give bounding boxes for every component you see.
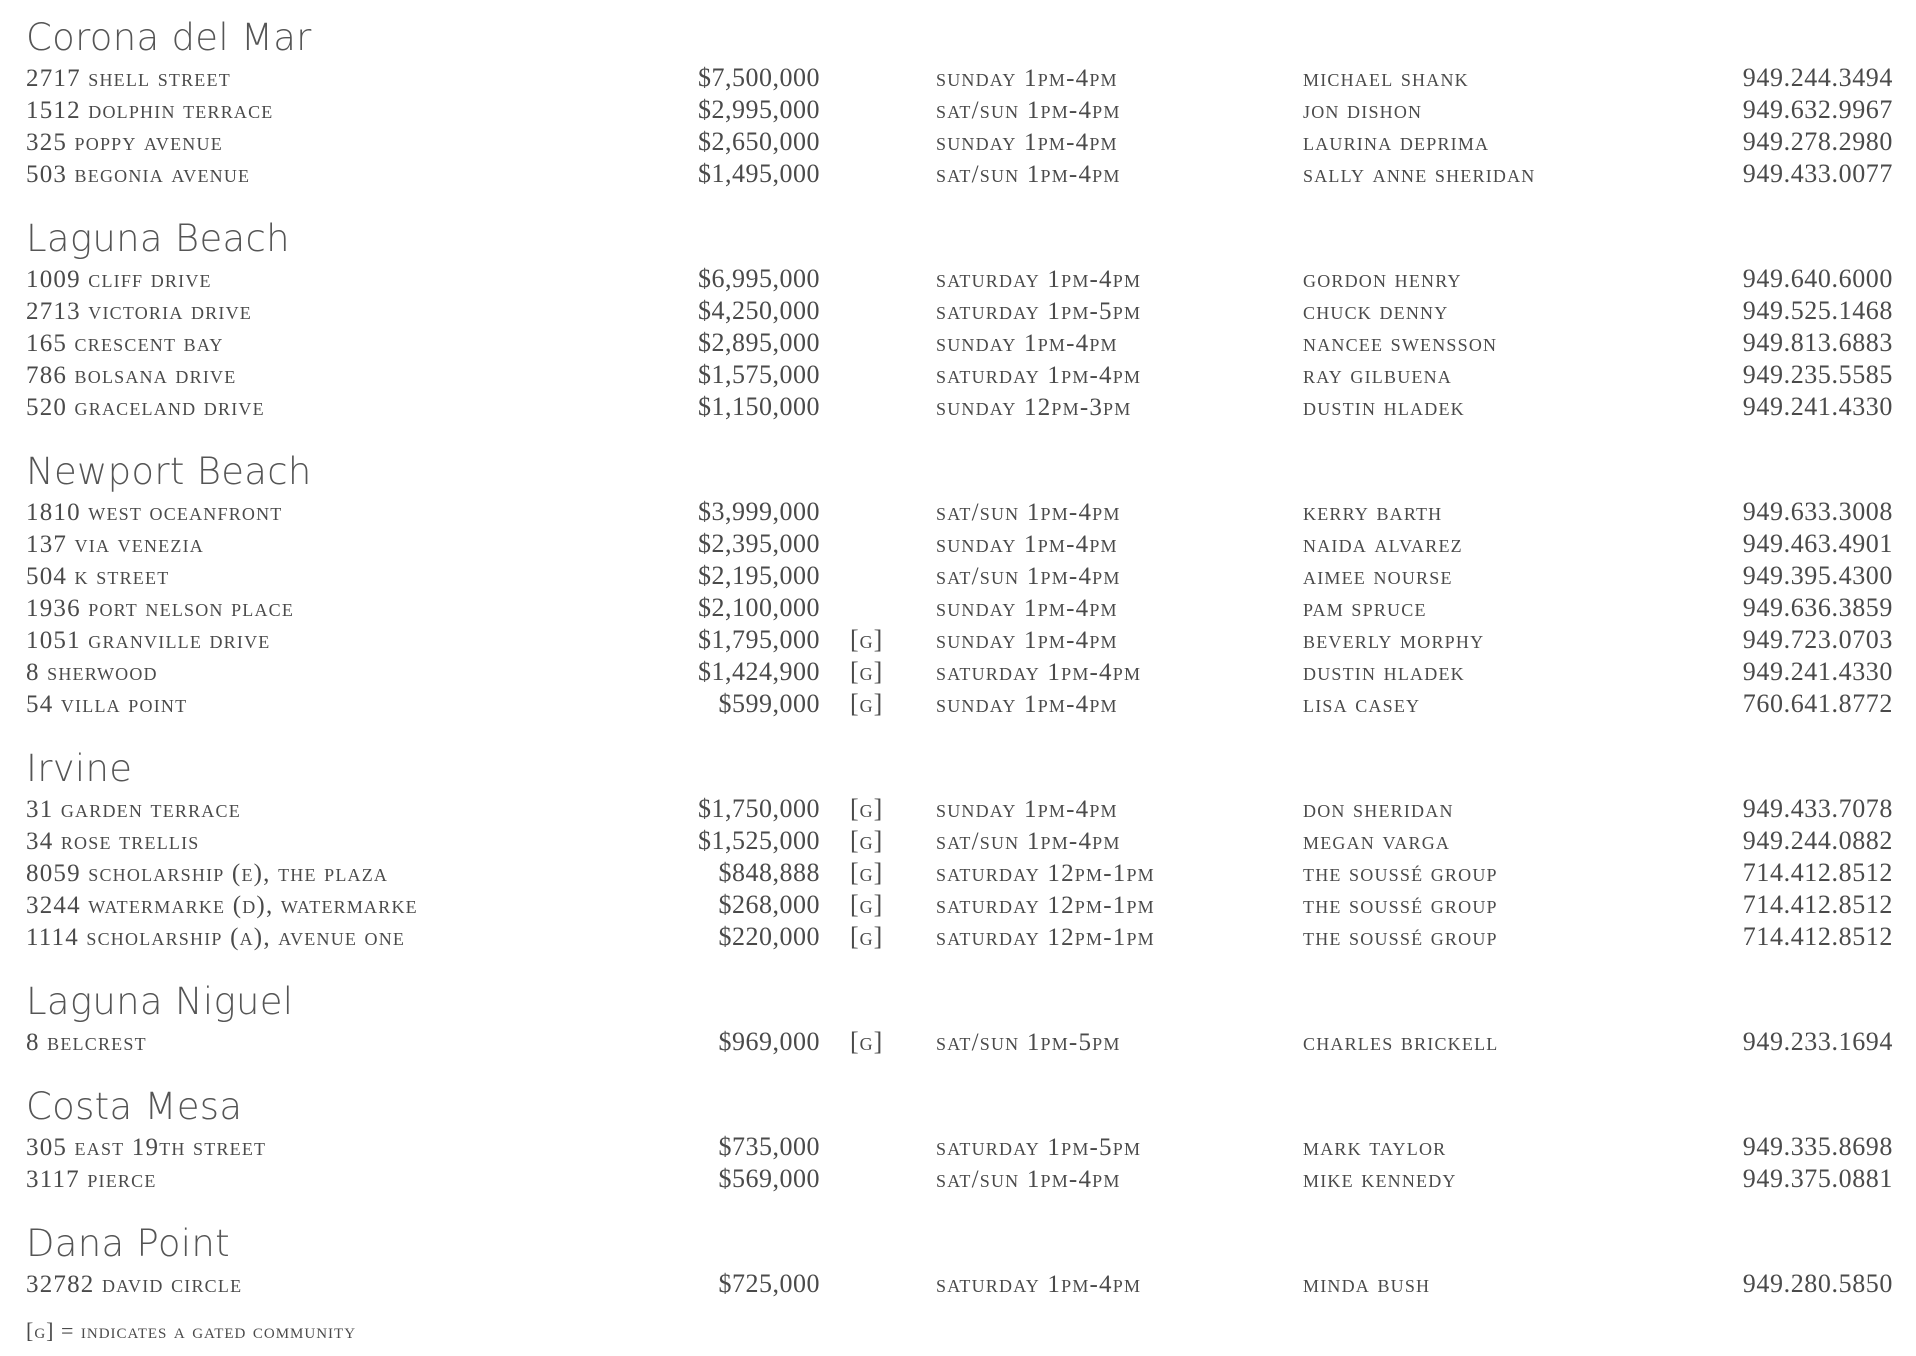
property-address: 325 poppy avenue bbox=[26, 129, 223, 156]
property-price: $7,500,000 bbox=[698, 63, 820, 92]
property-price: $2,895,000 bbox=[698, 328, 820, 357]
property-address: 1512 dolphin terrace bbox=[26, 97, 274, 124]
property-price: $1,575,000 bbox=[698, 360, 820, 389]
listing-row bbox=[26, 295, 1898, 327]
listing-row bbox=[26, 793, 1898, 825]
agent-name: charles brickell bbox=[1303, 1029, 1499, 1056]
property-price: $599,000 bbox=[718, 689, 820, 718]
gated-marker: [g] bbox=[850, 794, 884, 823]
property-price: $1,495,000 bbox=[698, 159, 820, 188]
agent-name: the soussé group bbox=[1303, 892, 1498, 919]
property-price: $2,195,000 bbox=[698, 561, 820, 590]
property-price: $1,150,000 bbox=[698, 392, 820, 421]
listing-row bbox=[26, 921, 1898, 953]
property-address: 786 bolsana drive bbox=[26, 362, 237, 389]
property-price: $1,750,000 bbox=[698, 794, 820, 823]
gated-marker: [g] bbox=[850, 890, 884, 919]
agent-phone: 714.412.8512 bbox=[1742, 922, 1893, 951]
property-address: 8059 scholarship (e), the plaza bbox=[26, 860, 389, 887]
property-address: 1051 granville drive bbox=[26, 627, 271, 654]
property-price: $725,000 bbox=[718, 1269, 820, 1298]
property-price: $735,000 bbox=[718, 1132, 820, 1161]
city-heading: Laguna Beach bbox=[26, 217, 290, 260]
open-house-time: sunday 1pm-4pm bbox=[936, 129, 1118, 156]
property-address: 34 rose trellis bbox=[26, 828, 200, 855]
open-house-time: sunday 1pm-4pm bbox=[936, 531, 1118, 558]
listing-row bbox=[26, 688, 1898, 720]
property-address: 1114 scholarship (a), avenue one bbox=[26, 924, 406, 951]
agent-phone: 949.241.4330 bbox=[1742, 657, 1893, 686]
property-address: 3117 pierce bbox=[26, 1166, 157, 1193]
listing-row bbox=[26, 560, 1898, 592]
agent-name: nancee swensson bbox=[1303, 330, 1498, 357]
property-address: 31 garden terrace bbox=[26, 796, 241, 823]
agent-name: chuck denny bbox=[1303, 298, 1449, 325]
city-heading: Irvine bbox=[26, 747, 133, 790]
agent-phone: 949.632.9967 bbox=[1742, 95, 1893, 124]
listing-row bbox=[26, 327, 1898, 359]
property-address: 3244 watermarke (d), watermarke bbox=[26, 892, 418, 919]
agent-name: sally anne sheridan bbox=[1303, 161, 1536, 188]
city-section bbox=[26, 1083, 1898, 1195]
property-address: 2713 victoria drive bbox=[26, 298, 252, 325]
city-heading: Dana Point bbox=[26, 1222, 230, 1265]
property-address: 305 east 19th street bbox=[26, 1134, 267, 1161]
agent-name: dustin hladek bbox=[1303, 659, 1465, 686]
city-section bbox=[26, 448, 1898, 720]
city-heading: Costa Mesa bbox=[26, 1085, 243, 1128]
property-price: $1,525,000 bbox=[698, 826, 820, 855]
agent-name: michael shank bbox=[1303, 65, 1469, 92]
property-price: $1,424,900 bbox=[698, 657, 820, 686]
property-address: 520 graceland drive bbox=[26, 394, 265, 421]
agent-name: beverly morphy bbox=[1303, 627, 1485, 654]
agent-name: lisa casey bbox=[1303, 691, 1421, 718]
property-address: 8 belcrest bbox=[26, 1029, 147, 1056]
open-house-time: sat/sun 1pm-4pm bbox=[936, 161, 1121, 188]
listing-row bbox=[26, 496, 1898, 528]
open-house-time: saturday 1pm-5pm bbox=[936, 298, 1142, 325]
listing-row bbox=[26, 94, 1898, 126]
listing-row bbox=[26, 656, 1898, 688]
listing-row bbox=[26, 825, 1898, 857]
gated-marker: [g] bbox=[850, 1027, 884, 1056]
open-house-time: sat/sun 1pm-4pm bbox=[936, 499, 1121, 526]
listing-row bbox=[26, 1026, 1898, 1058]
agent-phone: 949.433.7078 bbox=[1742, 794, 1893, 823]
city-section bbox=[26, 978, 1898, 1058]
property-address: 1810 west oceanfront bbox=[26, 499, 283, 526]
city-section bbox=[26, 745, 1898, 953]
property-price: $2,395,000 bbox=[698, 529, 820, 558]
agent-phone: 949.463.4901 bbox=[1742, 529, 1893, 558]
open-house-time: sat/sun 1pm-5pm bbox=[936, 1029, 1121, 1056]
agent-phone: 949.280.5850 bbox=[1742, 1269, 1893, 1298]
open-house-time: saturday 12pm-1pm bbox=[936, 860, 1155, 887]
property-price: $969,000 bbox=[718, 1027, 820, 1056]
listing-row bbox=[26, 1131, 1898, 1163]
open-house-time: sunday 1pm-4pm bbox=[936, 691, 1118, 718]
agent-name: the soussé group bbox=[1303, 860, 1498, 887]
property-price: $2,995,000 bbox=[698, 95, 820, 124]
property-price: $848,888 bbox=[718, 858, 820, 887]
listing-row bbox=[26, 359, 1898, 391]
property-address: 504 k street bbox=[26, 563, 170, 590]
open-house-time: saturday 12pm-1pm bbox=[936, 924, 1155, 951]
listing-row bbox=[26, 126, 1898, 158]
listing-row bbox=[26, 592, 1898, 624]
agent-name: mike kennedy bbox=[1303, 1166, 1457, 1193]
listing-row bbox=[26, 889, 1898, 921]
property-price: $4,250,000 bbox=[698, 296, 820, 325]
agent-phone: 714.412.8512 bbox=[1742, 858, 1893, 887]
open-house-time: sunday 12pm-3pm bbox=[936, 394, 1132, 421]
open-house-time: sunday 1pm-4pm bbox=[936, 330, 1118, 357]
agent-phone: 949.395.4300 bbox=[1742, 561, 1893, 590]
open-house-time: saturday 1pm-4pm bbox=[936, 1271, 1142, 1298]
open-house-time: sat/sun 1pm-4pm bbox=[936, 1166, 1121, 1193]
agent-phone: 949.433.0077 bbox=[1742, 159, 1893, 188]
listing-row bbox=[26, 528, 1898, 560]
agent-name: aimee nourse bbox=[1303, 563, 1453, 590]
open-house-time: sunday 1pm-4pm bbox=[936, 627, 1118, 654]
open-house-time: sunday 1pm-4pm bbox=[936, 65, 1118, 92]
listing-row bbox=[26, 391, 1898, 423]
listing-row bbox=[26, 857, 1898, 889]
agent-name: laurina deprima bbox=[1303, 129, 1490, 156]
agent-phone: 949.636.3859 bbox=[1742, 593, 1893, 622]
agent-phone: 949.640.6000 bbox=[1742, 264, 1893, 293]
property-price: $220,000 bbox=[718, 922, 820, 951]
open-house-time: sunday 1pm-4pm bbox=[936, 595, 1118, 622]
agent-name: pam spruce bbox=[1303, 595, 1427, 622]
agent-name: mark taylor bbox=[1303, 1134, 1447, 1161]
property-price: $1,795,000 bbox=[698, 625, 820, 654]
open-house-time: saturday 1pm-5pm bbox=[936, 1134, 1142, 1161]
agent-name: the soussé group bbox=[1303, 924, 1498, 951]
property-address: 2717 shell street bbox=[26, 65, 231, 92]
listing-row bbox=[26, 1163, 1898, 1195]
open-house-time: sunday 1pm-4pm bbox=[936, 796, 1118, 823]
agent-phone: 949.244.3494 bbox=[1742, 63, 1893, 92]
open-house-time: sat/sun 1pm-4pm bbox=[936, 563, 1121, 590]
agent-phone: 949.723.0703 bbox=[1742, 625, 1893, 654]
open-house-time: saturday 1pm-4pm bbox=[936, 362, 1142, 389]
agent-phone: 949.241.4330 bbox=[1742, 392, 1893, 421]
listing-row bbox=[26, 158, 1898, 190]
property-address: 137 via venezia bbox=[26, 531, 204, 558]
agent-phone: 714.412.8512 bbox=[1742, 890, 1893, 919]
open-house-time: saturday 1pm-4pm bbox=[936, 266, 1142, 293]
city-heading: Newport Beach bbox=[26, 450, 312, 493]
agent-phone: 949.375.0881 bbox=[1742, 1164, 1893, 1193]
agent-name: ray gilbuena bbox=[1303, 362, 1452, 389]
agent-phone: 760.641.8772 bbox=[1742, 689, 1893, 718]
property-price: $2,100,000 bbox=[698, 593, 820, 622]
open-house-listing bbox=[26, 14, 1898, 1325]
open-house-time: sat/sun 1pm-4pm bbox=[936, 97, 1121, 124]
gated-marker: [g] bbox=[850, 826, 884, 855]
agent-name: kerry barth bbox=[1303, 499, 1443, 526]
agent-phone: 949.278.2980 bbox=[1742, 127, 1893, 156]
listing-row bbox=[26, 62, 1898, 94]
open-house-time: saturday 1pm-4pm bbox=[936, 659, 1142, 686]
agent-name: don sheridan bbox=[1303, 796, 1454, 823]
agent-name: jon dishon bbox=[1303, 97, 1423, 124]
city-section bbox=[26, 215, 1898, 423]
gated-marker: [g] bbox=[850, 858, 884, 887]
listing-row bbox=[26, 624, 1898, 656]
agent-name: naida alvarez bbox=[1303, 531, 1463, 558]
gated-marker: [g] bbox=[850, 657, 884, 686]
city-section bbox=[26, 1220, 1898, 1300]
agent-phone: 949.335.8698 bbox=[1742, 1132, 1893, 1161]
city-heading: Corona del Mar bbox=[26, 16, 312, 59]
agent-phone: 949.633.3008 bbox=[1742, 497, 1893, 526]
property-address: 54 villa point bbox=[26, 691, 188, 718]
gated-marker: [g] bbox=[850, 625, 884, 654]
property-address: 8 sherwood bbox=[26, 659, 158, 686]
property-address: 1936 port nelson place bbox=[26, 595, 295, 622]
property-price: $569,000 bbox=[718, 1164, 820, 1193]
property-address: 503 begonia avenue bbox=[26, 161, 251, 188]
open-house-time: saturday 12pm-1pm bbox=[936, 892, 1155, 919]
agent-name: dustin hladek bbox=[1303, 394, 1465, 421]
listing-row bbox=[26, 1268, 1898, 1300]
gated-footnote: [g] = indicates a gated community bbox=[26, 1318, 357, 1343]
agent-name: megan varga bbox=[1303, 828, 1451, 855]
city-section bbox=[26, 14, 1898, 190]
property-address: 1009 cliff drive bbox=[26, 266, 212, 293]
property-address: 32782 david circle bbox=[26, 1271, 243, 1298]
gated-marker: [g] bbox=[850, 689, 884, 718]
property-price: $2,650,000 bbox=[698, 127, 820, 156]
open-house-time: sat/sun 1pm-4pm bbox=[936, 828, 1121, 855]
property-address: 165 crescent bay bbox=[26, 330, 224, 357]
agent-name: gordon henry bbox=[1303, 266, 1462, 293]
property-price: $268,000 bbox=[718, 890, 820, 919]
agent-phone: 949.233.1694 bbox=[1742, 1027, 1893, 1056]
agent-name: minda bush bbox=[1303, 1271, 1431, 1298]
city-heading: Laguna Niguel bbox=[26, 980, 294, 1023]
agent-phone: 949.235.5585 bbox=[1742, 360, 1893, 389]
agent-phone: 949.244.0882 bbox=[1742, 826, 1893, 855]
agent-phone: 949.813.6883 bbox=[1742, 328, 1893, 357]
property-price: $6,995,000 bbox=[698, 264, 820, 293]
property-price: $3,999,000 bbox=[698, 497, 820, 526]
listing-row bbox=[26, 263, 1898, 295]
gated-marker: [g] bbox=[850, 922, 884, 951]
agent-phone: 949.525.1468 bbox=[1742, 296, 1893, 325]
